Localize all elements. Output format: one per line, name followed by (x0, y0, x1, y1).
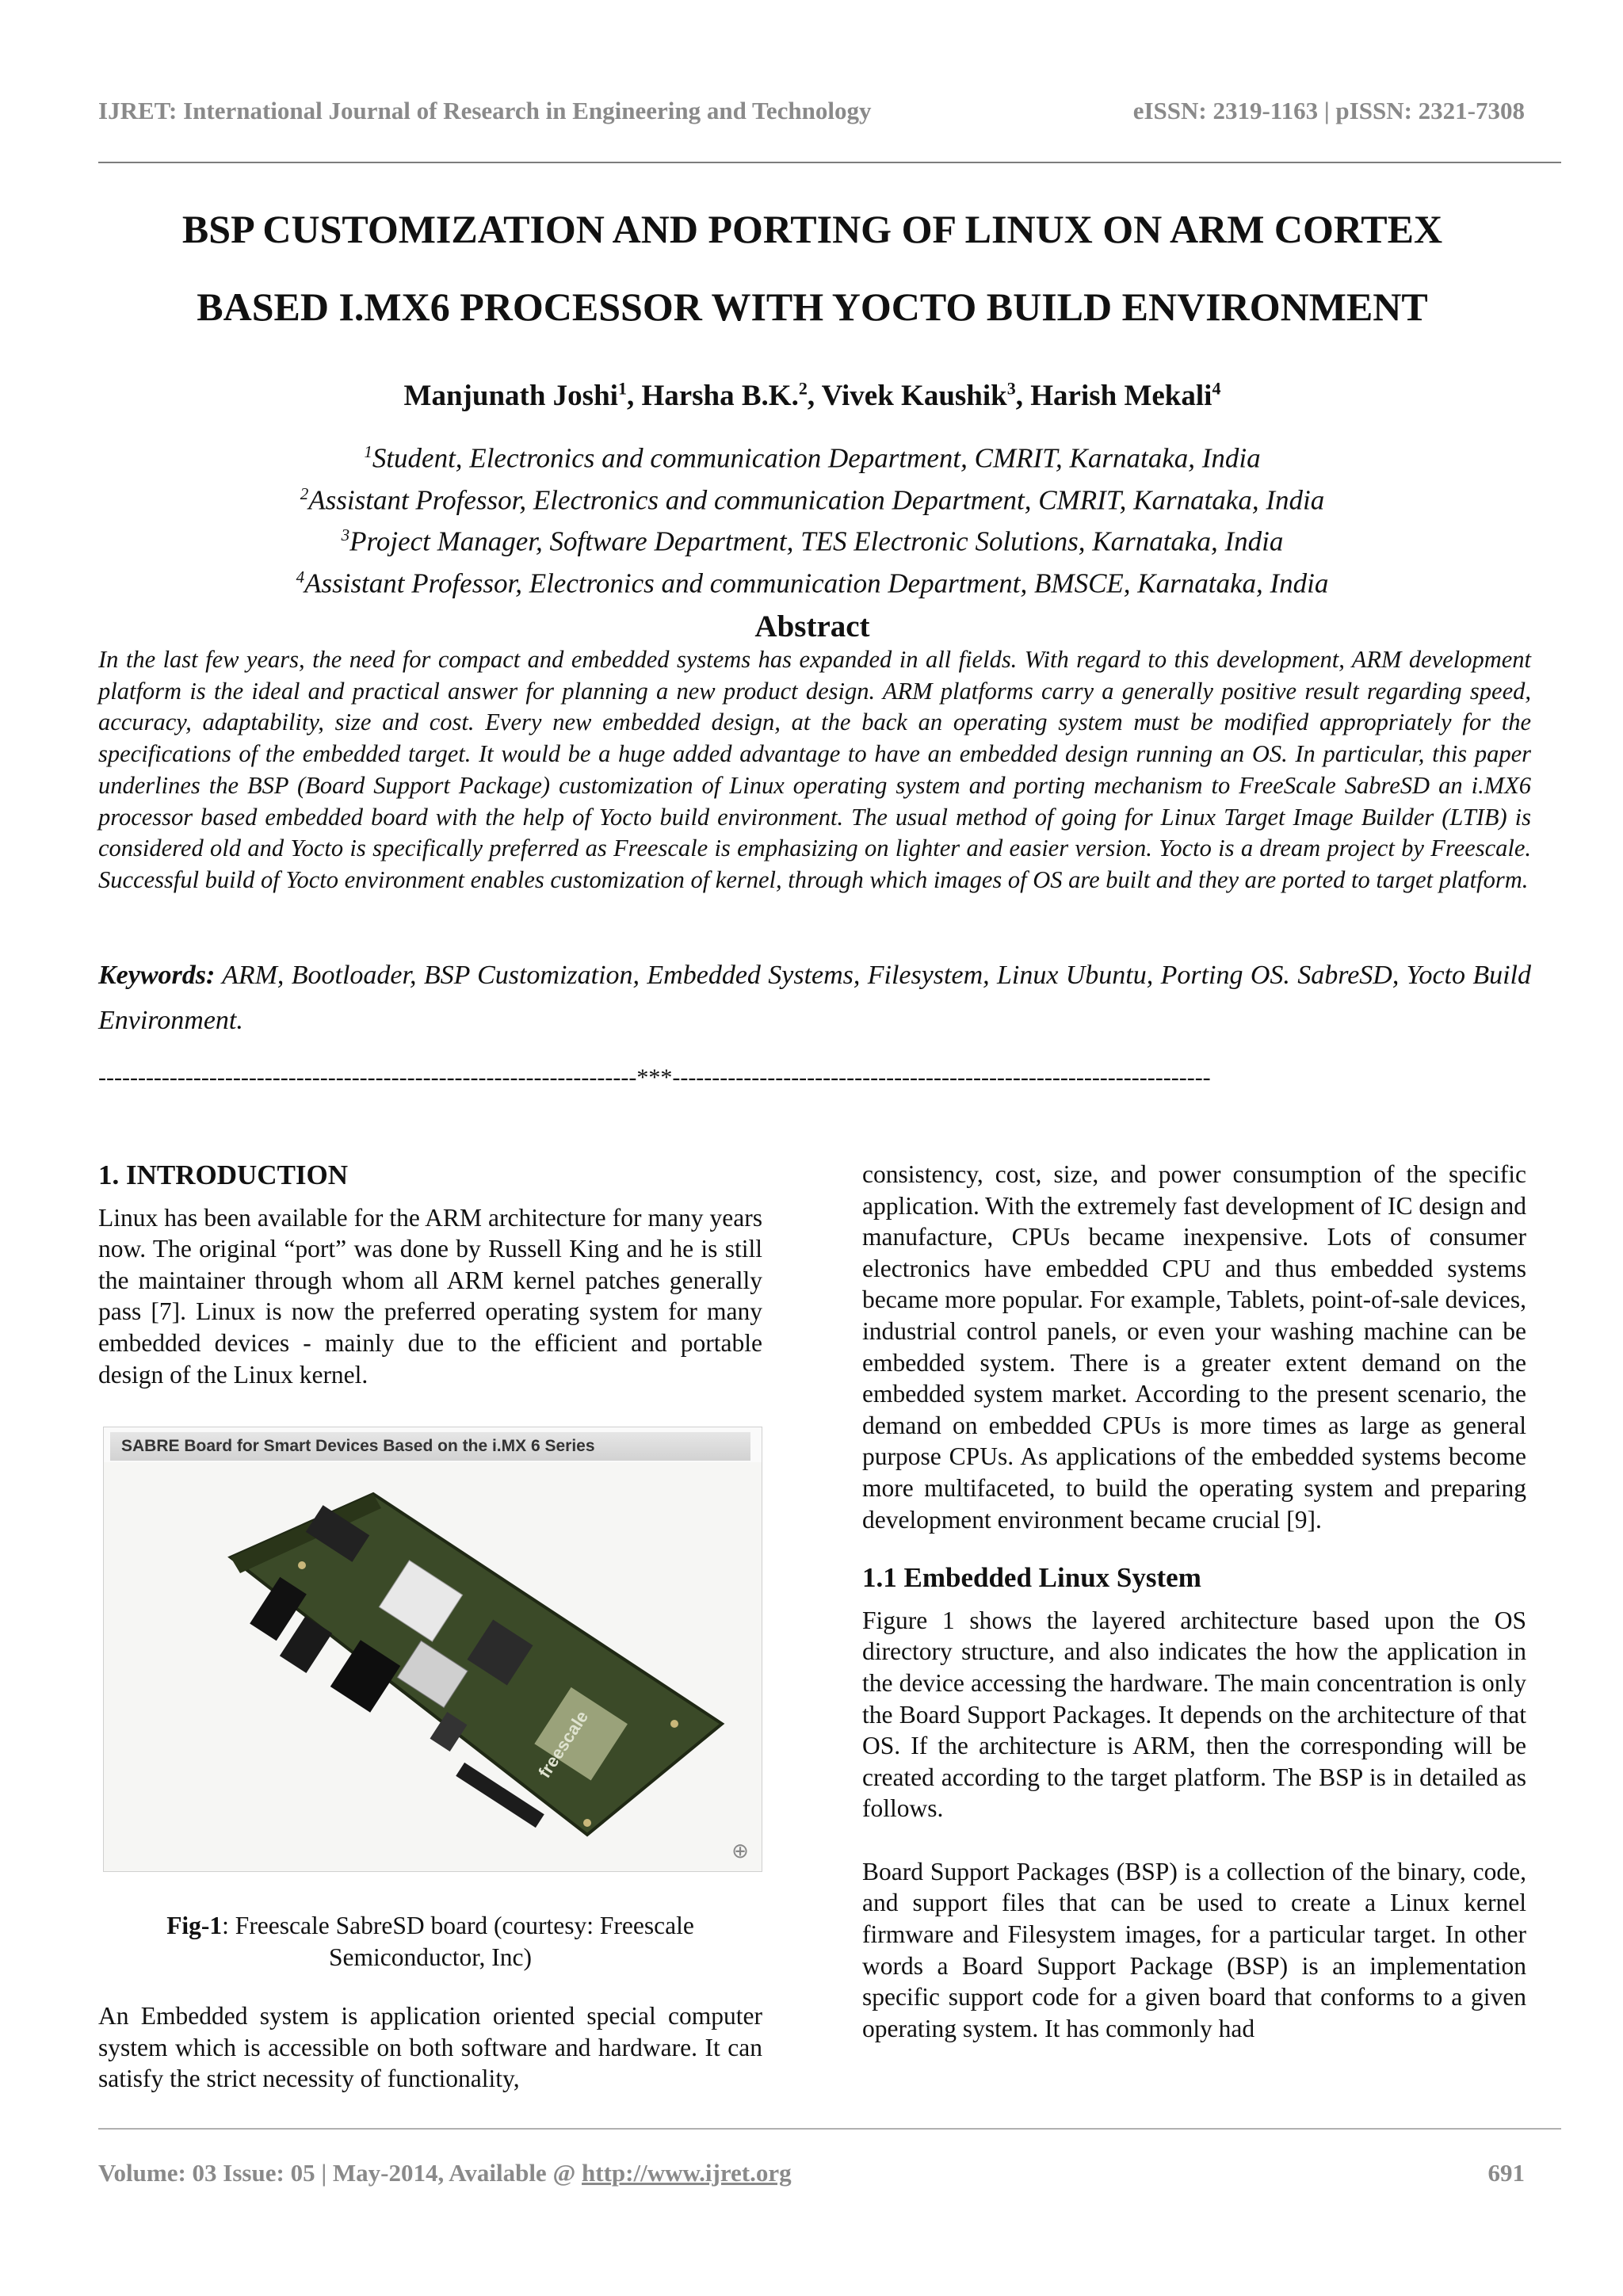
journal-name: IJRET: International Journal of Research in Engineering and Technology (98, 97, 872, 124)
caption-text: : Freescale SabreSD board (courtesy: Freescale Semiconductor, Inc) (222, 1912, 694, 1971)
volume-info: Volume: 03 Issue: 05 | May-2014, Available @ (98, 2159, 582, 2187)
title-line-1: BSP CUSTOMIZATION AND PORTING OF LINUX ON ARM CORTEX (181, 207, 1443, 251)
left-column-bottom (98, 2000, 762, 2095)
intro-paragraph-1: Linux has been available for the ARM architecture for many years now. The original “port” was done by Russell King and he is still the maintainer through whom all ARM kernel patches generally pass [7]. Linux is now the preferred operating system for many embedded devices - mainly due to the efficient and portable design of the Linux kernel. (98, 1203, 762, 1389)
page-number: 691 (1487, 2159, 1525, 2187)
affiliation: $^2$Assistant Professor, Electronics and communication Department, CMRIT, Karnataka, India (300, 483, 1325, 516)
keywords (98, 953, 1531, 1043)
header-rule (98, 162, 1561, 163)
affiliation-list (79, 434, 1545, 602)
affiliation: $^4$Assistant Professor, Electronics and communication Department, BMSCE, Karnataka, India (296, 567, 1329, 599)
intro-heading: 1. INTRODUCTION (98, 1159, 349, 1190)
right-paragraph-2: Figure 1 shows the layered architecture based upon the OS directory structure, and also indicates the how the application in the device accessing the hardware. The main concentration is only the Board Support Packages. It depends on the architecture of that OS. If the architecture is ARM, then the corresponding will be created according to the target platform. The BSP is in detailed as follows. (862, 1606, 1526, 1823)
issn-info: eISSN: 2319-1163 | pISSN: 2321-7308 (1132, 97, 1525, 124)
figure-banner: SABRE Board for Smart Devices Based on the i.MX 6 Series (110, 1432, 750, 1461)
running-footer (98, 2159, 1525, 2187)
title-line-2: BASED I.MX6 PROCESSOR WITH YOCTO BUILD ENVIRONMENT (197, 285, 1428, 329)
intro-paragraph-2: An Embedded system is application oriented special computer system which is accessible on both software and hardware. It can satisfy the strict necessity of functionality, (98, 2002, 762, 2093)
subsection-heading: 1.1 Embedded Linux System (862, 1562, 1201, 1594)
running-header (98, 97, 1525, 136)
author: Harsha B.K.$^2$, (641, 379, 822, 413)
paper-title (79, 190, 1545, 346)
chip-label: freescale (534, 1707, 593, 1782)
abstract-heading: Abstract (754, 609, 870, 644)
keywords-text: ARM, Bootloader, BSP Customization, Embedded Systems, Filesystem, Linux Ubuntu, Porting OS. SabreSD, Yocto Build Environment. (98, 961, 1532, 1035)
zoom-icon[interactable]: ⊕ (731, 1839, 749, 1863)
affiliation: $^1$Student, Electronics and communication Department, CMRIT, Karnataka, India (364, 442, 1261, 474)
keywords-label: Keywords: (98, 961, 216, 990)
right-paragraph-3: Board Support Packages (BSP) is a collection of the binary, code, and support files that can be used to create a Linux kernel firmware and Filesystem images, for a particular target. In other words a Board Support Package (BSP) is an implementation specific support code for a given board that conforms to a given operating system. It has commonly had (862, 1857, 1526, 2042)
left-column-top (98, 1159, 762, 1390)
footer-rule (98, 2128, 1561, 2130)
author: Vivek Kaushik$^3$, (821, 379, 1031, 413)
author: Harish Mekali$^4$ (1030, 379, 1221, 413)
caption-label: Fig-1 (166, 1912, 223, 1939)
section-divider: --------------------------------------------------------------------***-------------------------------------------------------------------- (98, 1064, 1211, 1091)
figure-1 (103, 1427, 762, 1872)
author-list (79, 379, 1545, 413)
journal-link[interactable]: http://www.ijret.org (582, 2159, 792, 2187)
board-photo (104, 1462, 762, 1871)
figure-caption (98, 1910, 762, 1973)
affiliation: $^3$Project Manager, Software Department, TES Electronic Solutions, Karnataka, India (341, 525, 1284, 557)
right-column (862, 1159, 1526, 2044)
abstract-text: In the last few years, the need for compact and embedded systems has expanded in all fields. With regard to this development, ARM development platform is the ideal and practical answer for planning a new product design. ARM platforms carry a generally positive result regarding speed, accuracy, adaptability, size and cost. Every new embedded design, at the back an operating system must be modified appropriately for the specifications of the embedded target. It would be a huge added advantage to have an embedded design running an OS. In particular, this paper underlines the BSP (Board Support Package) customization of Linux operating system and porting mechanism to FreeScale SabreSD an i.MX6 processor based embedded board with the help of Yocto build environment. The usual method of going for Linux Target Image Builder (LTIB) is considered old and Yocto is specifically preferred as Freescale is emphasizing on lighter and easier version. Yocto is a dream project by Freescale. Successful build of Yocto environment enables customization of kernel, through which images of OS are built and they are ported to target platform. (98, 646, 1531, 893)
author: Manjunath Joshi$^1$, (403, 379, 642, 413)
right-paragraph-1: consistency, cost, size, and power consumption of the specific application. With the extremely fast development of IC design and manufacture, CPUs became inexpensive. Lots of consumer electronics have embedded CPU and thus embedded systems became more popular. For example, Tablets, point-of-sale devices, industrial control panels, or even your washing machine can be embedded system. There is a greater extent demand on the embedded system market. According to the present scenario, the demand on embedded CPUs is more times as large as general purpose CPUs. As applications of the embedded systems become more multifaceted, to build the operating system and preparing development environment became crucial [9]. (862, 1160, 1526, 1534)
